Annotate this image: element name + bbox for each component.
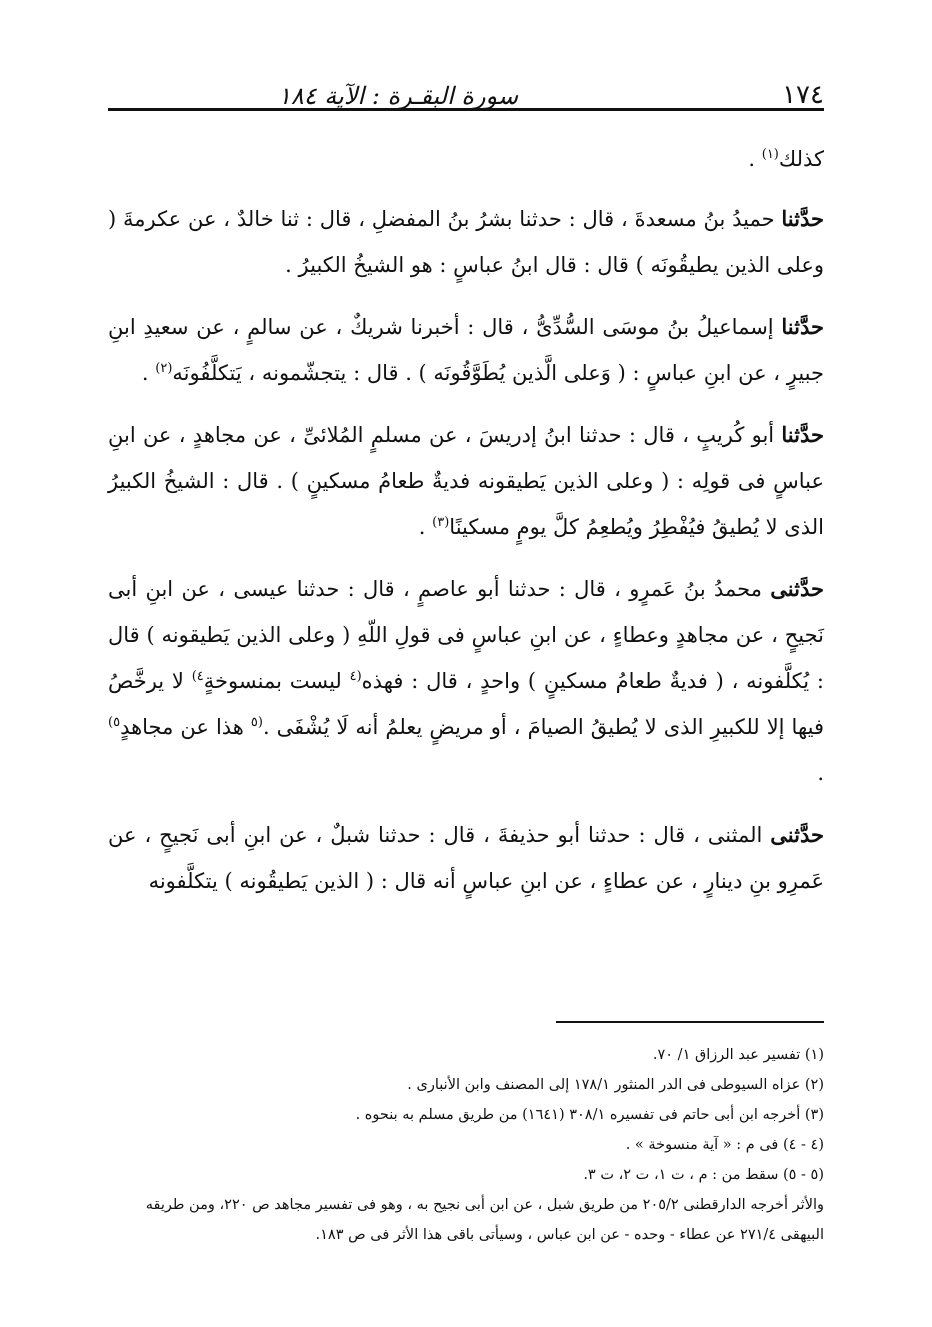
paragraph-end: . [817, 761, 824, 785]
paragraph-text: أبو كُريبٍ ، قال : حدثنا ابنُ إدريسَ ، عن مسلمٍ المُلائىِّ ، عن مجاهدٍ ، عن ابنِ عباسٍ فى قولِه : ( وعلى الذين يَطيقونه فديةٌ طعامُ مسكينٍ ) . قال : الشيخُ الكبيرُ الذى لا يُطيقُ فيُفْطِرُ ويُطعِمُ كلَّ يومٍ مسكينًا [108, 423, 824, 539]
paragraph-1 [108, 196, 824, 288]
paragraph-2 [108, 304, 824, 396]
paragraph-text: ليست بمنسوخةٍ [203, 669, 350, 693]
narration-lead: حدَّثنى [770, 822, 824, 847]
narration-lead: حدَّثنا [781, 206, 824, 231]
footnote-1: (١) تفسير عبد الرزاق ١/ ٧٠. [652, 1047, 824, 1063]
footnote-ref: ٥) [108, 715, 121, 730]
paragraph-0 [108, 136, 824, 182]
running-title: سورة البقـرة : الآية ١٨٤ [278, 82, 519, 110]
page-header [108, 60, 824, 108]
footnote-ref: (١) [761, 147, 779, 162]
paragraph-end: . [141, 361, 156, 385]
footnotes [108, 1040, 824, 1250]
paragraph-end: . [418, 515, 433, 539]
paragraph-text: المثنى ، قال : حدثنا أبو حذيفةَ ، قال : حدثنا شبلٌ ، عن ابنِ أبى نَجيحٍ ، عن عَمرِو بنِ دينارٍ ، عن عطاءٍ ، عن ابنِ عباسٍ أنه قال : ( الذين يَطيقُونه ) يتكلَّفونه [108, 823, 824, 893]
main-text [108, 136, 824, 920]
paragraph-end: . [748, 147, 762, 171]
footnote-ref: (٢) [155, 361, 173, 376]
header-rule [108, 108, 824, 111]
paragraph-5 [108, 812, 824, 904]
paragraph-text: محمدُ بنُ عَمرٍو ، قال : حدثنا أبو عاصمٍ ، قال : حدثنا عيسى ، عن ابنِ أبى نَجيحٍ ، عن مجاهدٍ وعطاءٍ ، عن ابنِ عباسٍ فى قولِ اللّهِ ( وعلى الذين يَطيقونه ) قال : يُكلَّفونه ، ( فديةٌ طعامُ مسكينٍ ) واحدٍ ، قال : فهذه [108, 577, 824, 693]
page-number: ١٧٤ [782, 80, 824, 110]
paragraph-4 [108, 566, 824, 796]
narration-lead: حدَّثنا [781, 422, 824, 447]
paragraph-3 [108, 412, 824, 550]
narration-lead: حدَّثنا [781, 314, 824, 339]
narration-lead: حدَّثنى [770, 576, 824, 601]
paragraph-text: لا يرخَّصُ فيها إلا للكبيرِ الذى لا يُطيقُ الصيامَ ، أو مريضٍ يعلمُ أنه لَا يُشْفَى . [108, 669, 824, 739]
paragraph-text: إسماعيلُ بنُ موسَى السُّدِّىُّ ، قال : أخبرنا شريكٌ ، عن سالمٍ ، عن سعيدِ ابنِ جبيرٍ ، عن ابنِ عباسٍ : ( وَعلى الَّذين يُطَوَّقُونَه ) . قال : يتجشّمونه ، يَتكلَّفُونَه [108, 315, 824, 385]
paragraph-text: كذلك [778, 147, 824, 171]
paragraph-text: حميدُ بنُ مسعدةَ ، قال : حدثنا بشرُ بنُ المفضلِ ، قال : ثنا خالدٌ ، عن عكرمةَ ( وعلى الذين يطيقُونَه ) قال : قال ابنُ عباسٍ : هو الشيخُ الكبيرُ . [108, 207, 824, 277]
paragraph-text: هذا عن مجاهدٍ [120, 715, 251, 739]
footnote-ref: (٥ [250, 715, 263, 730]
footnote-ref: (٣) [432, 515, 450, 530]
footnote-rule [556, 1021, 824, 1023]
footnote-ref: (٤ [349, 669, 362, 684]
footnote-note: والأثر أخرجه الدارقطنى ٢٠٥/٢ من طريق شبل ، عن ابن أبى نجيح به ، وهو فى تفسير مجاهد ص ٢٢٠، ومن طريقه البيهقى ٢٧١/٤ عن عطاء - وحده - عن ابن عباس ، وسيأتى باقى هذا الأثر فى ص ١٨٣. [145, 1197, 824, 1243]
footnote-3: (٣) أخرجه ابن أبى حاتم فى تفسيره ٣٠٨/١ (١٦٤١) من طريق مسلم به بنحوه . [355, 1107, 824, 1123]
footnote-5: (٥ - ٥) سقط من : م ، ت ١، ت ٢، ت ٣. [583, 1167, 824, 1183]
footnote-2: (٢) عزاه السيوطى فى الدر المنثور ١٧٨/١ إلى المصنف وابن الأنبارى . [407, 1077, 824, 1093]
footnote-ref: ٤) [191, 669, 204, 684]
footnote-4: (٤ - ٤) فى م : « آية منسوخة » . [625, 1137, 824, 1153]
